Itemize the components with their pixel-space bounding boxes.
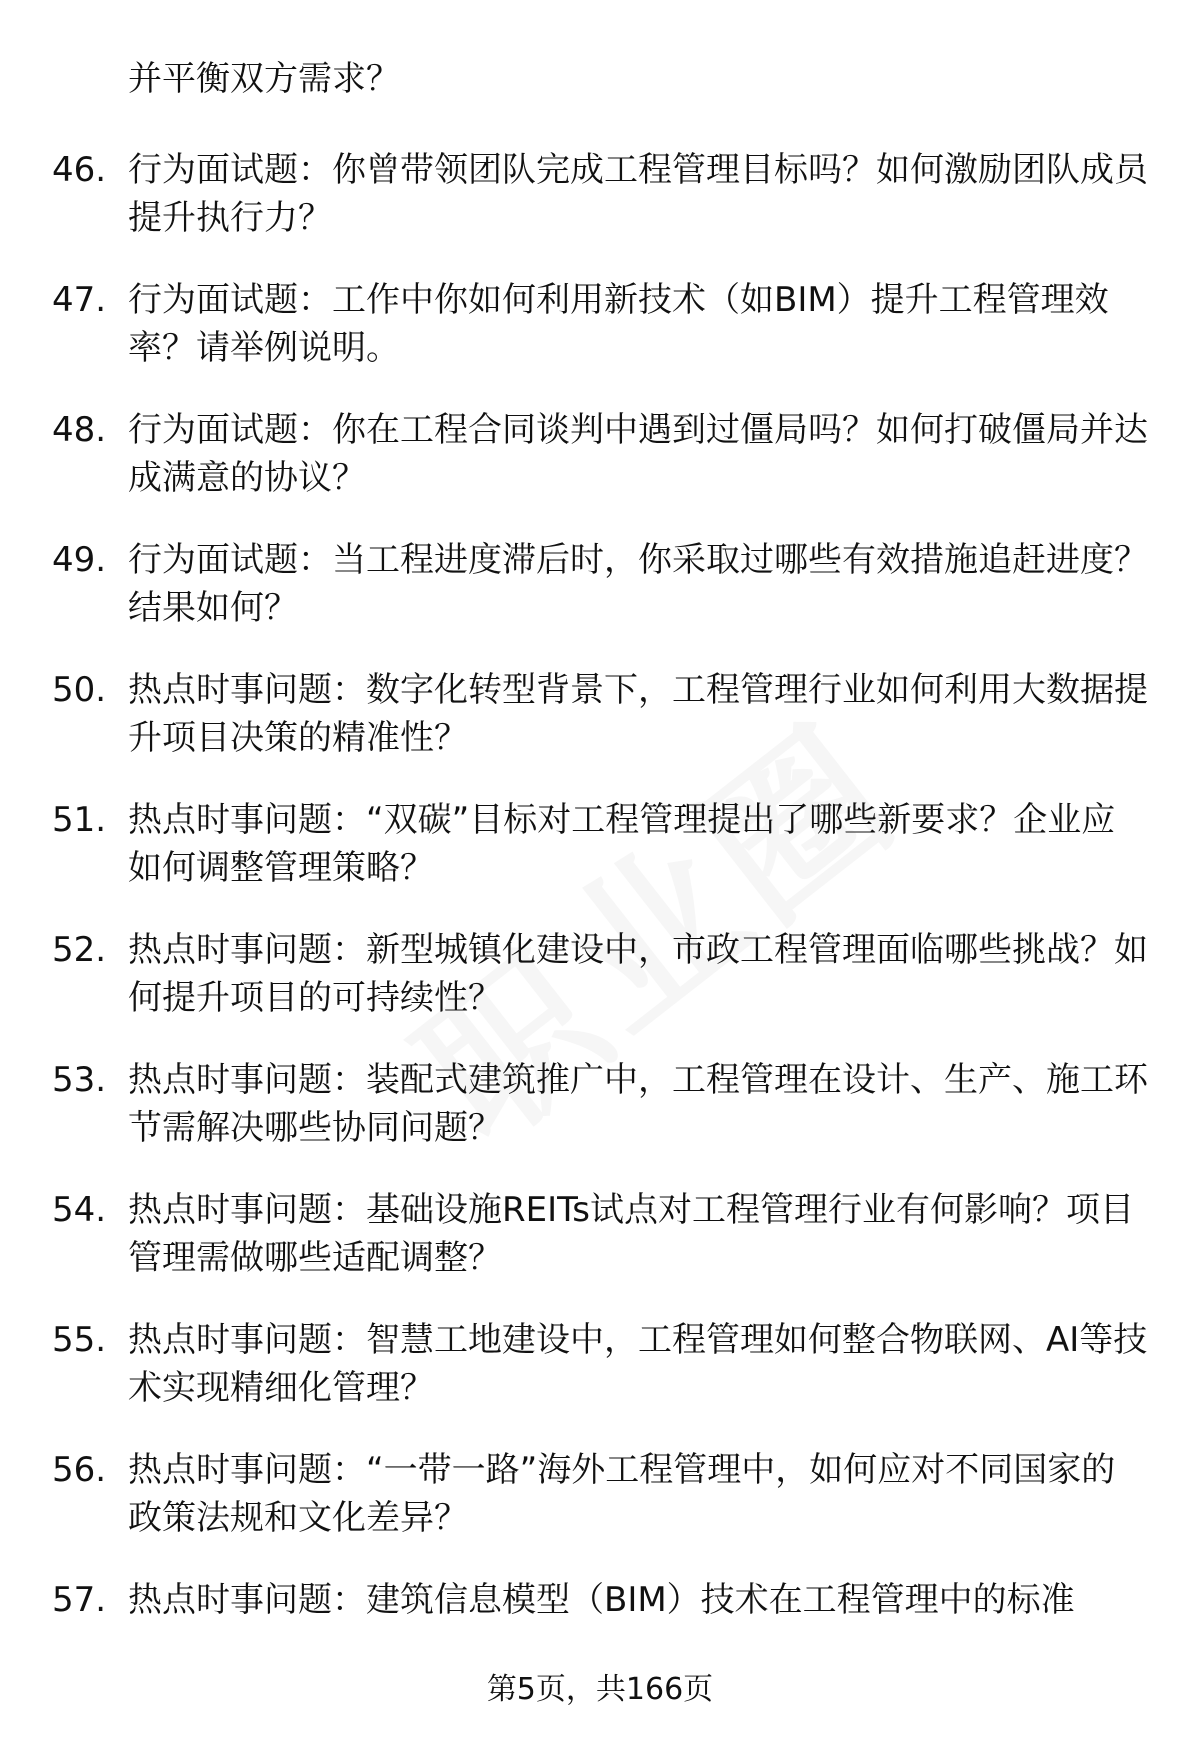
question-number: 48.	[52, 410, 107, 450]
question-number: 54.	[52, 1190, 107, 1230]
question-item	[0, 1440, 1200, 1570]
continued-question-text: 并平衡双方需求？	[128, 59, 400, 99]
question-number: 56.	[52, 1450, 107, 1490]
question-number: 57.	[52, 1580, 107, 1620]
question-item	[0, 920, 1200, 1050]
question-text: 热点时事问题：“双碳”目标对工程管理提出了哪些新要求？企业应如何调整管理策略？	[128, 800, 1116, 888]
question-text: 热点时事问题：智慧工地建设中，工程管理如何整合物联网、AI等技术实现精细化管理？	[128, 1320, 1148, 1408]
question-text: 热点时事问题：新型城镇化建设中，市政工程管理面临哪些挑战？如何提升项目的可持续性？	[128, 930, 1148, 1018]
question-text: 行为面试题：工作中你如何利用新技术（如BIM）提升工程管理效率？请举例说明。	[128, 280, 1109, 368]
question-number: 47.	[52, 280, 107, 320]
question-number: 52.	[52, 930, 107, 970]
question-number: 53.	[52, 1060, 107, 1100]
question-text: 热点时事问题：建筑信息模型（BIM）技术在工程管理中的标准	[128, 1580, 1075, 1620]
question-item	[0, 1180, 1200, 1310]
question-item	[0, 790, 1200, 920]
question-item	[0, 140, 1200, 270]
question-number: 50.	[52, 670, 107, 710]
question-number: 46.	[52, 150, 107, 190]
question-text: 行为面试题：你曾带领团队完成工程管理目标吗？如何激励团队成员提升执行力？	[128, 150, 1148, 238]
question-text: 热点时事问题：数字化转型背景下，工程管理行业如何利用大数据提升项目决策的精准性？	[128, 670, 1148, 758]
question-text: 热点时事问题：基础设施REITs试点对工程管理行业有何影响？项目管理需做哪些适配调整？	[128, 1190, 1134, 1278]
question-list	[0, 140, 1200, 1700]
question-text: 热点时事问题：装配式建筑推广中，工程管理在设计、生产、施工环节需解决哪些协同问题？	[128, 1060, 1148, 1148]
question-text: 行为面试题：当工程进度滞后时，你采取过哪些有效措施追赶进度？结果如何？	[128, 540, 1148, 628]
question-item	[0, 530, 1200, 660]
question-text: 热点时事问题：“一带一路”海外工程管理中，如何应对不同国家的政策法规和文化差异？	[128, 1450, 1116, 1538]
question-item	[0, 400, 1200, 530]
page-footer: 第5页，共166页	[486, 1672, 714, 1707]
question-number: 51.	[52, 800, 107, 840]
question-item	[0, 660, 1200, 790]
question-item	[0, 1310, 1200, 1440]
question-item	[0, 270, 1200, 400]
question-text: 行为面试题：你在工程合同谈判中遇到过僵局吗？如何打破僵局并达成满意的协议？	[128, 410, 1148, 498]
question-number: 49.	[52, 540, 107, 580]
question-number: 55.	[52, 1320, 107, 1360]
question-item	[0, 1050, 1200, 1180]
